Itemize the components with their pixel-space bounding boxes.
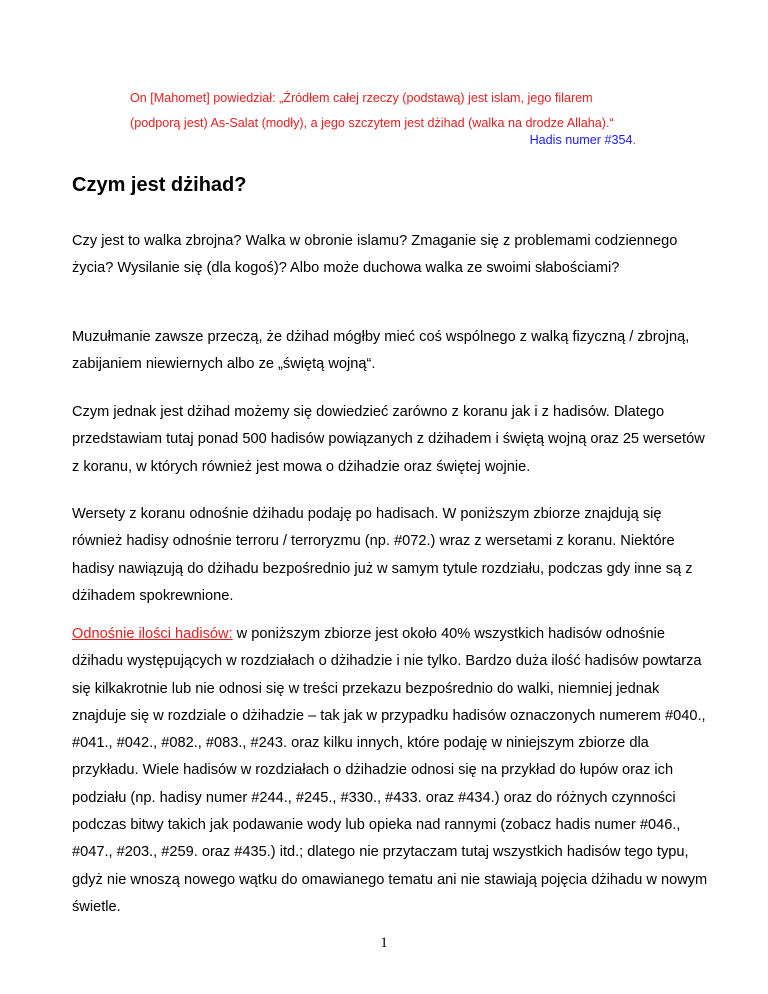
page-number: 1 [380, 935, 388, 951]
hadith-count-text: w poniższym zbiorze jest około 40% wszystkich hadisów odnośnie dżihadu występujących w rozdziałach o dżihadzie i nie tylko. Bardzo duża ilość hadisów powtarza się kilkakrotnie lub nie odnosi się w treści przekazu bezpośrednio do walki, niemniej jednak znajduje się w rozdziale o dżihadzie – tak jak w przypadku hadisów oznaczonych numerem #040., #041., #042., #082., #083., #243. oraz kilku innych, które podaję w niniejszym zbiorze dla przykładu. Wiele hadisów w rozdziałach o dżihadzie odnosi się na przykład do łupów oraz ich podziału (np. hadisy numer #244., #245., #330., #433. oraz #434.) oraz do różnych czynności podczas bitwy takich jak podawanie wody lub opieka nad rannymi (zobacz hadis numer #046., #047., #203., #259. oraz #435.) itd.; dlatego nie przytaczam tutaj wszystkich hadisów tego typu, gdyż nie wnoszą nowego wątku do omawianego tematu ani nie stawiają pojęcia dżihadu w nowym świetle. [72, 626, 708, 915]
paragraph-verses: Wersety z koranu odnośnie dżihadu podaję po hadisach. W poniższym zbiorze znajdują się również hadisy odnośnie terroru / terroryzmu (np. #072.) wraz z wersetami z koranu. Niektóre hadisy nawiązują do dżihadu bezpośrednio już w samym tytule rozdziału, podczas gdy inne są z dżihadem spokrewnione. [72, 506, 693, 604]
paragraph-hadith-count [72, 621, 712, 921]
hadith-source-label: Hadis numer #354 [529, 133, 633, 147]
hadith-quote: On [Mahomet] powiedział: „Źródłem całej rzeczy (podstawą) jest islam, jego filarem (podporą jest) As-Salat (modły), a jego szczytem jest dżihad (walka na drodze Allaha).“ [130, 91, 614, 130]
paragraph-muslims-deny: Muzułmanie zawsze przeczą, że dżihad mógłby mieć coś wspólnego z walką fizyczną / zbrojną, zabijaniem niewiernych albo ze „świętą wojną“. [72, 329, 690, 373]
hadith-source [530, 130, 636, 150]
paragraph-questions: Czy jest to walka zbrojna? Walka w obronie islamu? Zmaganie się z problemami codziennego życia? Wysilanie się (dla kogoś)? Albo może duchowa walka ze swoimi słabościami? [72, 233, 678, 277]
paragraph-sources: Czym jednak jest dżihad możemy się dowiedzieć zarówno z koranu jak i z hadisów. Dlatego przedstawiam tutaj ponad 500 hadisów powiązanych z dżihadem i świętą wojną oraz 25 wersetów z koranu, w których również jest mowa o dżihadzie oraz świętej wojnie. [72, 404, 705, 475]
section-heading: Czym jest dżihad? [72, 174, 247, 196]
hadith-count-label: Odnośnie ilości hadisów: [72, 626, 233, 642]
hadith-source-period: . [632, 133, 636, 147]
